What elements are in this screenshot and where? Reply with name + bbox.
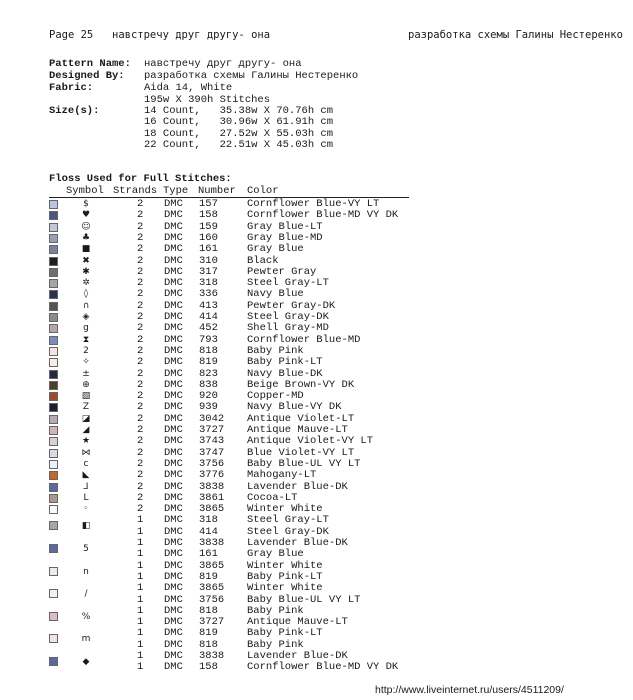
cell-color: Gray Blue [247,243,304,256]
color-swatch [49,403,58,412]
cell-strands: 2 [137,446,144,459]
footer-url[interactable]: http://www.liveinternet.ru/users/4511209/ [375,684,564,696]
table-row [0,278,633,289]
cell-type: DMC [164,503,183,516]
color-swatch [49,234,58,243]
table-row [0,256,633,267]
symbol-icon: ◊ [83,289,89,300]
cell-strands: 2 [137,378,144,391]
cell-strands: 2 [137,491,144,504]
symbol-icon: ◣ [82,470,90,481]
cell-type: DMC [164,604,183,617]
cell-strands: 2 [137,435,144,448]
cell-number: 161 [199,548,218,561]
cell-type: DMC [164,277,183,290]
cell-number: 819 [199,627,218,640]
symbol-icon: ⋈ [81,447,91,458]
sizes-label: Size(s): [49,105,100,117]
cell-strands: 2 [137,480,144,493]
cell-color: Navy Blue-DK [247,367,323,380]
cell-number: 819 [199,570,218,583]
cell-color: Navy Blue [247,288,304,301]
cell-strands: 1 [137,593,144,606]
symbol-icon: $ [83,199,89,209]
cell-color: Steel Gray-LT [247,277,329,290]
color-swatch [49,358,58,367]
cell-color: Lavender Blue-DK [247,650,348,662]
cell-type: DMC [164,231,183,244]
cell-color: Cornflower Blue-MD [247,333,361,346]
symbol-icon: ⊕ [82,379,90,390]
cell-strands: 2 [137,412,144,425]
color-swatch [49,505,58,514]
col-strands: Strands [113,185,158,197]
cell-color: Gray Blue-LT [247,220,323,233]
color-swatch [49,313,58,322]
cell-strands: 2 [137,390,144,403]
cell-strands: 2 [137,288,144,301]
cell-strands: 2 [137,356,144,369]
cell-number: 3865 [199,503,225,516]
designed-by-label: Designed By: [49,70,125,82]
cell-color: Beige Brown-VY DK [247,378,355,391]
designed-by: разработка схемы Галины Нестеренко [144,70,359,82]
cell-number: 3838 [199,480,225,493]
cell-strands: 1 [137,604,144,617]
cell-type: DMC [164,367,183,380]
cell-number: 939 [199,401,218,414]
color-swatch [49,257,58,266]
col-symbol: Symbol [66,185,104,197]
cell-type: DMC [164,198,183,210]
symbol-icon: ± [82,368,90,379]
table-row [0,357,633,368]
cell-type: DMC [164,514,183,527]
cell-number: 838 [199,378,218,391]
cell-type: DMC [164,638,183,651]
cell-strands: 1 [137,616,144,629]
symbol-icon: ♣ [81,232,91,243]
cell-color: Lavender Blue-DK [247,480,348,493]
table-row [0,537,633,554]
cell-color: Cornflower Blue-MD VY DK [247,661,399,674]
color-swatch [49,302,58,311]
symbol-icon: % [81,611,91,622]
cell-type: DMC [164,616,183,629]
cell-color: Antique Violet-LT [247,412,355,425]
cell-color: Antique Mauve-LT [247,616,348,629]
cell-strands: 2 [137,209,144,222]
cell-color: Winter White [247,559,323,572]
symbol-icon: ◧ [81,521,91,532]
cell-strands: 1 [137,514,144,527]
cell-number: 161 [199,243,218,256]
size-16: 16 Count, 30.96w X 61.91h cm [144,116,334,128]
cell-strands: 2 [137,344,144,357]
color-swatch [49,336,58,345]
cell-strands: 2 [137,322,144,335]
cell-strands: 1 [137,559,144,572]
cell-number: 3727 [199,616,225,629]
cell-color: Antique Mauve-LT [247,424,348,436]
color-swatch [49,483,58,492]
fabric-label: Fabric: [49,82,94,94]
cell-number: 3838 [199,650,225,662]
table-row [0,470,633,481]
color-swatch [49,223,58,232]
color-swatch [49,471,58,480]
cell-color: Lavender Blue-DK [247,537,348,549]
symbol-icon: ✖ [82,255,90,266]
cell-color: Steel Gray-DK [247,525,329,538]
cell-type: DMC [164,582,183,595]
table-row [0,233,633,244]
cell-number: 793 [199,333,218,346]
cell-type: DMC [164,378,183,391]
cell-number: 3042 [199,412,225,425]
color-swatch [49,279,58,288]
cell-number: 3865 [199,559,225,572]
cell-number: 823 [199,367,218,380]
cell-strands: 2 [137,265,144,278]
symbol-icon: ▧ [81,391,91,402]
cell-type: DMC [164,299,183,312]
symbol-icon: ■ [81,244,91,255]
cell-strands: 2 [137,457,144,470]
cell-color: Baby Blue-UL VY LT [247,593,361,606]
page-number: Page 25 [49,29,94,41]
cell-strands: 2 [137,220,144,233]
cell-strands: 1 [137,570,144,583]
cell-number: 310 [199,254,218,267]
cell-number: 414 [199,311,218,323]
color-swatch [49,245,58,254]
stitch-count: 195w X 390h Stitches [144,94,271,106]
cell-number: 3756 [199,593,225,606]
cell-type: DMC [164,311,183,323]
cell-color: Cornflower Blue-VY LT [247,198,380,210]
color-swatch [49,290,58,299]
cell-number: 3861 [199,491,225,504]
symbol-icon: n [83,566,89,577]
cell-number: 3865 [199,582,225,595]
color-swatch [49,449,58,458]
color-swatch [49,460,58,469]
cell-color: Baby Pink-LT [247,627,323,640]
cell-type: DMC [164,356,183,369]
table-row [0,459,633,470]
cell-type: DMC [164,570,183,583]
cell-number: 3727 [199,424,225,436]
symbol-icon: ⧗ [82,334,90,345]
cell-type: DMC [164,480,183,493]
cell-strands: 2 [137,299,144,312]
cell-type: DMC [164,243,183,256]
symbol-icon: 2 [83,345,89,356]
symbol-icon: ◦ [83,504,89,515]
cell-number: 818 [199,344,218,357]
cell-type: DMC [164,537,183,549]
cell-number: 818 [199,638,218,651]
cell-strands: 2 [137,401,144,414]
cell-strands: 2 [137,311,144,323]
cell-type: DMC [164,559,183,572]
cell-number: 318 [199,277,218,290]
cell-color: Baby Pink [247,344,304,357]
floss-title: Floss Used for Full Stitches: [49,173,232,185]
symbol-icon: ☺ [81,221,91,232]
col-color: Color [247,185,279,197]
cell-type: DMC [164,457,183,470]
cell-type: DMC [164,650,183,662]
symbol-icon: ♥ [81,210,91,221]
cell-type: DMC [164,661,183,674]
cell-type: DMC [164,344,183,357]
color-swatch [49,200,58,209]
cell-number: 819 [199,356,218,369]
cell-type: DMC [164,593,183,606]
cell-type: DMC [164,220,183,233]
cell-color: Copper-MD [247,390,304,403]
cell-color: Pewter Gray [247,265,317,278]
symbol-icon: ⅃ [83,481,89,492]
cell-number: 160 [199,231,218,244]
cell-strands: 1 [137,525,144,538]
cell-color: Winter White [247,503,323,516]
symbol-icon: / [84,589,88,600]
cell-type: DMC [164,491,183,504]
cell-type: DMC [164,254,183,267]
cell-type: DMC [164,322,183,335]
cell-color: Blue Violet-VY LT [247,446,355,459]
color-swatch [49,426,58,435]
symbol-icon: 5 [83,544,89,554]
cell-type: DMC [164,446,183,459]
cell-color: Steel Gray-LT [247,514,329,527]
cell-color: Gray Blue [247,548,304,561]
cell-type: DMC [164,424,183,436]
cell-color: Antique Violet-VY LT [247,435,374,448]
cell-type: DMC [164,209,183,222]
cell-color: Black [247,254,279,267]
cell-strands: 2 [137,243,144,256]
cell-number: 3747 [199,446,225,459]
cell-number: 336 [199,288,218,301]
table-row [0,244,633,255]
cell-type: DMC [164,548,183,561]
table-row [0,323,633,334]
color-swatch [49,211,58,220]
cell-type: DMC [164,627,183,640]
symbol-icon: ✧ [82,357,90,368]
color-swatch [49,347,58,356]
cell-color: Mahogany-LT [247,469,317,482]
cell-type: DMC [164,265,183,278]
symbol-icon: ◈ [82,312,90,322]
cell-strands: 2 [137,367,144,380]
table-row [0,210,633,221]
cell-strands: 2 [137,231,144,244]
symbol-icon: ◢ [82,425,90,435]
cell-number: 3743 [199,435,225,448]
table-row [0,380,633,391]
cell-strands: 1 [137,582,144,595]
cell-number: 3756 [199,457,225,470]
cell-color: Cornflower Blue-MD VY DK [247,209,399,222]
cell-type: DMC [164,412,183,425]
cell-strands: 2 [137,503,144,516]
table-row [0,402,633,413]
cell-number: 158 [199,209,218,222]
color-swatch [49,392,58,401]
cell-strands: 2 [137,198,144,210]
cell-type: DMC [164,435,183,448]
cell-number: 158 [199,661,218,674]
cell-color: Navy Blue-VY DK [247,401,342,414]
cell-strands: 2 [137,254,144,267]
symbol-icon: ◆ [82,657,90,667]
color-swatch [49,324,58,333]
cell-strands: 1 [137,537,144,549]
symbol-icon: ✲ [82,278,90,289]
cell-color: Baby Pink-LT [247,356,323,369]
cell-type: DMC [164,333,183,346]
cell-type: DMC [164,525,183,538]
symbol-icon: L [83,492,89,503]
cell-type: DMC [164,469,183,482]
fabric: Aida 14, White [144,82,233,94]
symbol-icon: ★ [81,436,91,447]
color-swatch [49,415,58,424]
symbol-icon: c [83,458,89,469]
symbol-icon: ◪ [81,413,91,424]
cell-color: Gray Blue-MD [247,231,323,244]
cell-color: Cocoa-LT [247,491,298,504]
symbol-icon: m [81,634,91,645]
cell-strands: 1 [137,638,144,651]
cell-color: Pewter Gray-DK [247,299,336,312]
cell-color: Baby Pink [247,604,304,617]
cell-strands: 2 [137,469,144,482]
cell-strands: 2 [137,333,144,346]
table-row [0,482,633,493]
color-swatch [49,381,58,390]
cell-number: 157 [199,198,218,210]
color-swatch [49,370,58,379]
cell-color: Steel Gray-DK [247,311,329,323]
symbol-icon: g [83,323,89,334]
cell-number: 3838 [199,537,225,549]
pattern-name: навстречу друг другу- она [144,58,302,70]
cell-number: 317 [199,265,218,278]
size-18: 18 Count, 27.52w X 55.03h cm [144,128,334,140]
cell-number: 920 [199,390,218,403]
color-swatch [49,494,58,503]
table-row [0,335,633,346]
cell-color: Shell Gray-MD [247,322,329,335]
cell-number: 452 [199,322,218,335]
table-row [0,662,633,673]
symbol-icon: Z [82,402,90,413]
cell-number: 318 [199,514,218,527]
col-number: Number [198,185,236,197]
cell-color: Baby Pink [247,638,304,651]
header-designer: разработка схемы Галины Нестеренко [408,29,623,41]
header-title: навстречу друг другу- она [112,29,271,41]
cell-number: 3776 [199,469,225,482]
cell-type: DMC [164,401,183,414]
table-row [0,289,633,300]
cell-number: 159 [199,220,218,233]
size-14: 14 Count, 35.38w X 70.76h cm [144,105,334,117]
table-row [0,436,633,447]
cell-type: DMC [164,390,183,403]
color-swatch [49,268,58,277]
cell-type: DMC [164,288,183,301]
cell-number: 413 [199,299,218,312]
cell-strands: 1 [137,650,144,662]
pattern-name-label: Pattern Name: [49,58,131,70]
cell-color: Baby Pink-LT [247,570,323,583]
cell-color: Baby Blue-UL VY LT [247,457,361,470]
cell-number: 414 [199,525,218,538]
table-row [0,595,633,606]
table-row [0,549,633,560]
color-swatch [49,437,58,446]
symbol-icon: ∩ [82,300,90,311]
col-type: Type [163,185,189,197]
cell-strands: 1 [137,548,144,561]
cell-strands: 2 [137,424,144,436]
size-22: 22 Count, 22.51w X 45.03h cm [144,139,334,151]
cell-strands: 1 [137,627,144,640]
symbol-icon: ✱ [82,266,90,277]
cell-strands: 2 [137,277,144,290]
cell-color: Winter White [247,582,323,595]
cell-strands: 1 [137,661,144,674]
cell-number: 818 [199,604,218,617]
